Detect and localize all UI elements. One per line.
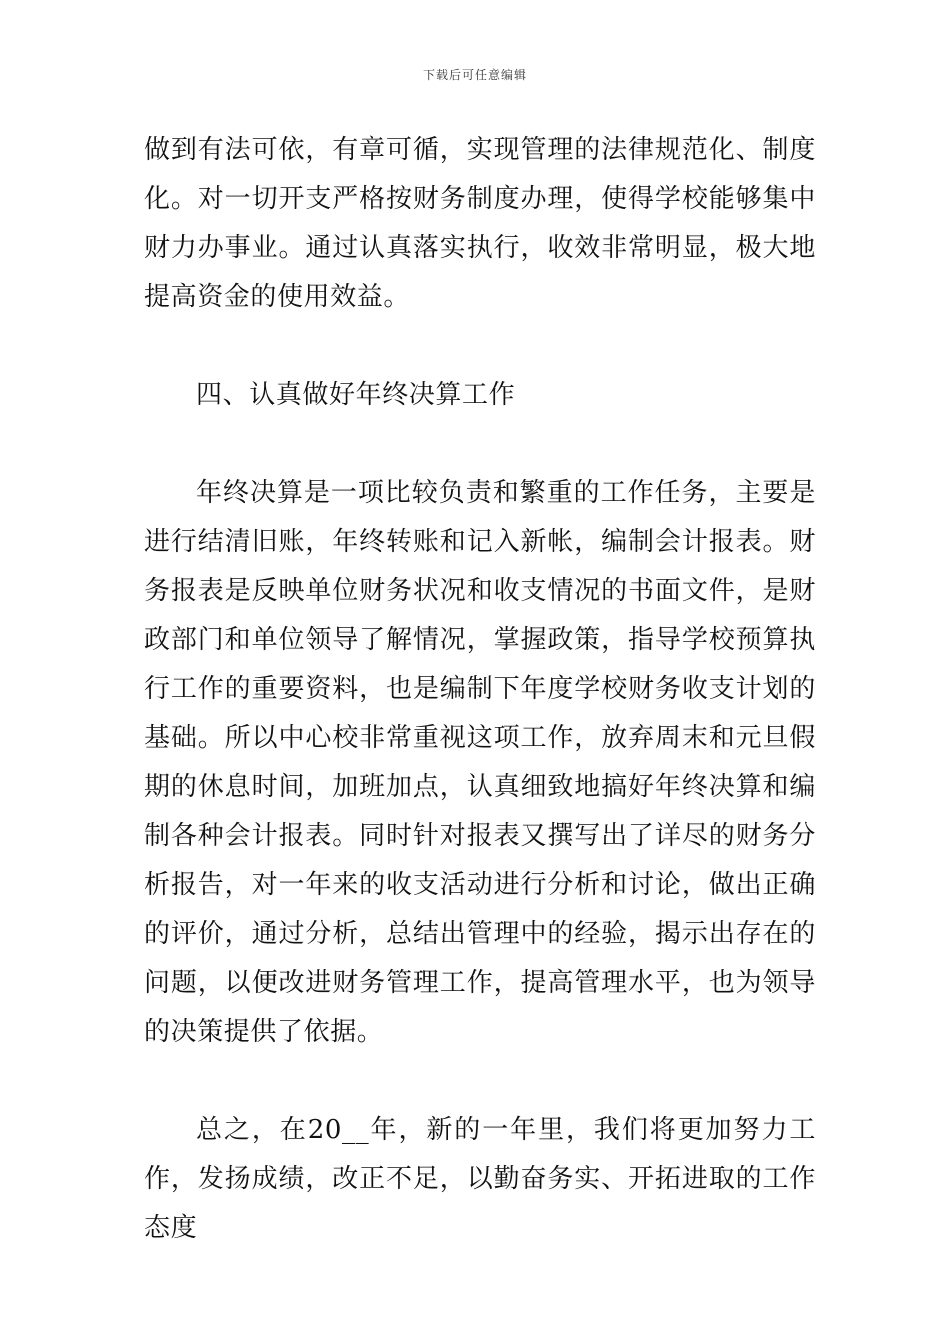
paragraph-year-end-settlement: 年终决算是一项比较负责和繁重的工作任务，主要是进行结清旧账，年终转账和记入新帐，编制会计报表。财务报表是反映单位财务状况和收支情况的书面文件，是财政部门和单位领导了解情况，掌握政策，指导学校预算执行工作的重要资料，也是编制下年度学校财务收支计划的基础。所以中心校非常重视这项工作，放弃周末和元旦假期的休息时间，加班加点，认真细致地搞好年终决算和编制各种会计报表。同时针对报表又撰写出了详尽的财务分析报告，对一年来的收支活动进行分析和讨论，做出正确的评价，通过分析，总结出管理中的经验，揭示出存在的问题，以便改进财务管理工作，提高管理水平，也为领导的决策提供了依据。 bbox=[144, 478, 816, 1047]
paragraph-spacer bbox=[144, 420, 816, 469]
paragraph-continuation: 做到有法可依，有章可循，实现管理的法律规范化、制度化。对一切开支严格按财务制度办理，使得学校能够集中财力办事业。通过认真落实执行，收效非常明显，极大地提高资金的使用效益。 bbox=[144, 135, 816, 312]
paragraph-spacer bbox=[144, 322, 816, 371]
page-header: 下载后可任意编辑 bbox=[422, 68, 527, 82]
paragraph-summary: 总之，在20__年，新的一年里，我们将更加努力工作，发扬成绩，改正不足，以勤奋务实、开拓进取的工作态度 bbox=[144, 1115, 816, 1243]
document-body bbox=[144, 126, 816, 1253]
section-heading: 四、认真做好年终决算工作 bbox=[196, 380, 516, 410]
paragraph-spacer bbox=[144, 1057, 816, 1106]
